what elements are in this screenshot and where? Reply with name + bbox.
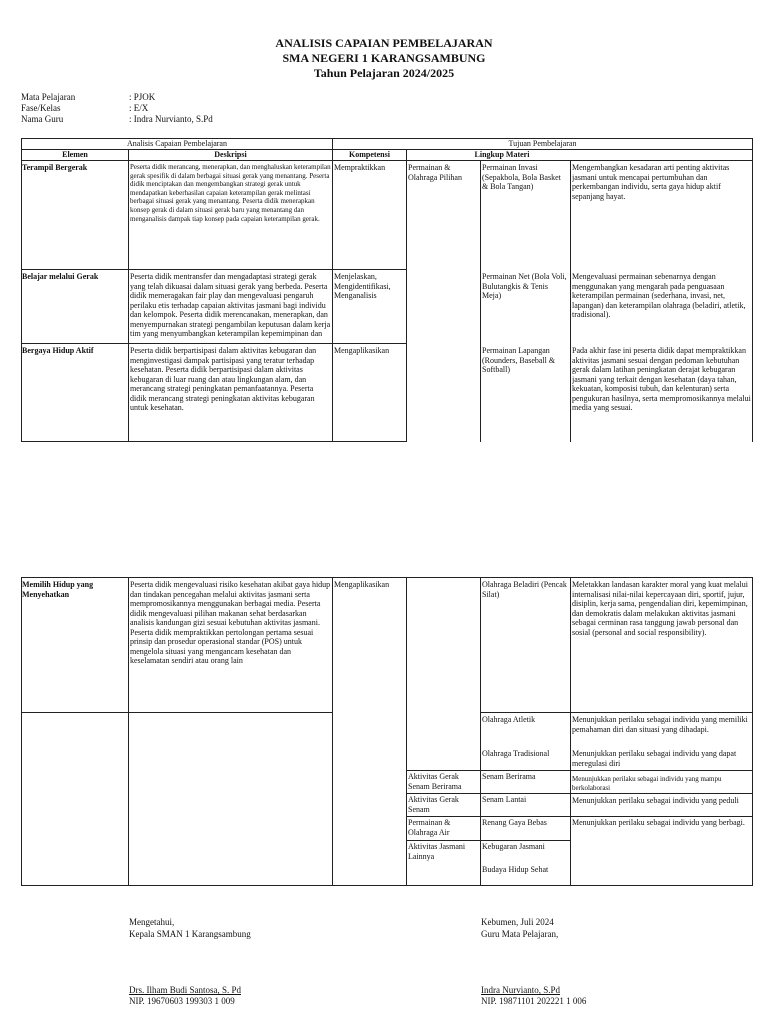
- header-analisis-cp: Analisis Capaian Pembelajaran: [127, 139, 227, 148]
- row2-deskripsi: Peserta didik mentransfer dan mengadaptasi strategi gerak yang telah dikuasai dalam situasi gerak yang berbeda. Peserta didik memeragakan fair play dan mengevaluasi pengaruh perilaku etis terhadap capaian aktivitas jasmani bagi individu dan kelompok. Peserta didik merencanakan, menerapkan, dan menyempurnakan strategi pengambilan keputusan dalam kerja tim yang menyumbangkan keterampilan kepemimpinan dan: [130, 272, 331, 338]
- row3-deskripsi: Peserta didik berpartisipasi dalam aktivitas kebugaran dan menginvestigasi dampak partisipasi yang teratur terhadap kesehatan. Peserta didik berpartisipasi dalam aktivitas kebugaran di luar ruang dan atau lingkungan alam, dan merancang strategi peningkatan pemanfaatannya. Peserta didik merancang strategi peningkatan aktivitas kebugaran untuk kesehatan.: [130, 346, 317, 412]
- row1-lingkup-b: Permainan Invasi (Sepakbola, Bola Basket & Bola Tangan): [482, 163, 561, 191]
- header-tujuan: Tujuan Pembelajaran: [508, 139, 577, 148]
- row1-elemen: Terampil Bergerak: [22, 163, 88, 172]
- row3-kompetensi: Mengaplikasikan: [334, 346, 390, 355]
- row3-lingkup-b: Permainan Lapangan (Rounders, Baseball & Softball): [482, 346, 556, 374]
- academic-year: Tahun Pelajaran 2024/2025: [313, 66, 455, 80]
- row2-lingkup-b: Permainan Net (Bola Voli, Bulutangkis & Tenis Meja): [482, 272, 567, 300]
- sig-left-role: Kepala SMAN 1 Karangsambung: [129, 929, 251, 939]
- sub-lingkup-a-olahraga-air: Permainan & Olahraga Air: [408, 818, 451, 837]
- row1-kompetensi: Mempraktikkan: [334, 163, 386, 172]
- sub-tujuan-renang: Menunjukkan perilaku sebagai individu yang berbagi.: [572, 818, 745, 827]
- row4-deskripsi: Peserta didik mengevaluasi risiko kesehatan akibat gaya hidup dan tindakan pencegahan melalui aktivitas jasmani serta mempromosikannya menggunakan berbagai media. Peserta didik mengevaluasi pilihan makanan sehat berdasarkan analisis kandungan gizi sesuai kebutuhan aktivitas jasmani. Peserta didik mempraktikkan pertolongan pertama sesuai prinsip dan prosedur operasional standar (POS) untuk mengelola situasi yang mengancam kesehatan dan keselamatan sendiri atau orang lain: [130, 580, 331, 665]
- header-lingkup: Lingkup Materi: [474, 150, 530, 159]
- header-kompetensi: Kompetensi: [349, 150, 390, 159]
- sig-right-role: Guru Mata Pelajaran,: [481, 929, 559, 939]
- meta-label-subject: Mata Pelajaran: [21, 92, 76, 102]
- row4-lingkup-b: Olahraga Beladiri (Pencak Silat): [482, 580, 567, 599]
- meta-label-phase: Fase/Kelas: [21, 103, 61, 113]
- row4-elemen: Memilih Hidup yang Menyehatkan: [22, 580, 94, 599]
- row4-tujuan: Meletakkan landasan karakter moral yang kuat melalui internalisasi nilai-nilai kepercayaan diri, sportif, jujur, disiplin, kerja sama, pengendalian diri, kepemimpinan, dan demokratis dalam melakukan aktivitas jasmani sebagai cerminan rasa tanggung jawab personal dan sosial (personal and social responsibility).: [572, 580, 748, 637]
- sub-lingkup-tradisional: Olahraga Tradisional: [482, 749, 550, 758]
- meta-value-teacher: : Indra Nurvianto, S.Pd: [129, 114, 213, 124]
- row1-lingkup-a: Permainan & Olahraga Pilihan: [408, 163, 462, 182]
- document-title: ANALISIS CAPAIAN PEMBELAJARAN: [275, 36, 493, 50]
- sub-tujuan-atletik: Menunjukkan perilaku sebagai individu yang memiliki pemahaman diri dan situasi yang dihadapi.: [572, 715, 748, 734]
- row2-elemen: Belajar melalui Gerak: [22, 272, 99, 281]
- sig-left-nip: NIP. 19670603 199303 1 009: [129, 996, 235, 1006]
- sub-lingkup-kebugaran: Kebugaran Jasmani: [482, 842, 545, 851]
- row4-kompetensi: Mengaplikasikan: [334, 580, 390, 589]
- sig-right-place-date: Kebumen, Juli 2024: [481, 917, 554, 927]
- row1-tujuan: Mengembangkan kesadaran arti penting aktivitas jasmani untuk mencapai pertumbuhan dan perkembangan individu, serta gaya hidup aktif sepanjang hayat.: [572, 163, 730, 201]
- meta-label-teacher: Nama Guru: [21, 114, 64, 124]
- meta-value-phase: : E/X: [129, 103, 149, 113]
- sub-tujuan-senam-berirama: Menunjukkan perilaku sebagai individu yang mampu berkolaborasi: [572, 775, 722, 792]
- sub-lingkup-senam-berirama: Senam Berirama: [482, 772, 536, 781]
- row3-elemen: Bergaya Hidup Aktif: [22, 346, 94, 355]
- header-elemen: Elemen: [62, 150, 88, 159]
- row1-deskripsi: Peserta didik merancang, menerapkan, dan menghaluskan keterampilan gerak spesifik di dalam berbagai situasi gerak yang menantang. Peserta didik menciptakan dan mengembangkan strategi gerak untuk mendapatkan keberhasilan capaian keterampilan gerak melintasi berbagai situasi gerak yang menantang. Peserta didik menerapkan konsep gerak di dalam situasi gerak baru yang menantang dan menganalisis dampak tiap konsep pada capaian keterampilan gerak.: [130, 163, 331, 223]
- school-name: SMA NEGERI 1 KARANGSAMBUNG: [282, 51, 486, 65]
- sub-lingkup-atletik: Olahraga Atletik: [482, 715, 536, 724]
- sub-tujuan-senam-lantai: Menunjukkan perilaku sebagai individu yang peduli: [572, 796, 739, 805]
- row2-kompetensi: Menjelaskan, Mengidentifikasi, Menganalisis: [334, 272, 391, 300]
- sub-lingkup-a-senam: Aktivitas Gerak Senam: [408, 795, 459, 814]
- sub-lingkup-a-senam-berirama: Aktivitas Gerak Senam Berirama: [408, 772, 462, 791]
- sig-right-name: Indra Nurvianto, S.Pd: [481, 985, 560, 995]
- sig-left-label: Mengetahui,: [129, 917, 175, 927]
- row2-tujuan: Mengevaluasi permainan sebenarnya dengan menggunakan yang mengarah pada penguasaan keterampilan permainan (sederhana, invasi, net, lapangan) dan keterampilan olahraga (beladiri, atletik, tradisional).: [572, 272, 746, 319]
- meta-value-subject: : PJOK: [129, 92, 156, 102]
- sub-tujuan-tradisional: Menunjukkan perilaku sebagai individu yang dapat meregulasi diri: [572, 749, 737, 768]
- sub-lingkup-renang: Renang Gaya Bebas: [482, 818, 547, 827]
- header-deskripsi: Deskripsi: [214, 150, 247, 159]
- sig-left-name: Drs. Ilham Budi Santosa, S. Pd: [129, 985, 242, 995]
- row3-tujuan: Pada akhir fase ini peserta didik dapat mempraktikkan aktivitas jasmani sesuai dengan pedoman kebutuhan gerak dalam latihan peningkatan derajat kebugaran jasmani yang terkait dengan kesehatan (daya tahan, kekuatan, komposisi tubuh, dan kelenturan) serta pengukuran hasilnya, serta mempromosikannya melalui media yang sesuai.: [572, 346, 751, 412]
- sig-right-nip: NIP. 19871101 202221 1 006: [481, 996, 587, 1006]
- sub-lingkup-a-jasmani-lainnya: Aktivitas Jasmani Lainnya: [408, 842, 466, 861]
- sub-lingkup-budaya-hidup-sehat: Budaya Hidup Sehat: [482, 865, 549, 874]
- sub-lingkup-senam-lantai: Senam Lantai: [482, 795, 527, 804]
